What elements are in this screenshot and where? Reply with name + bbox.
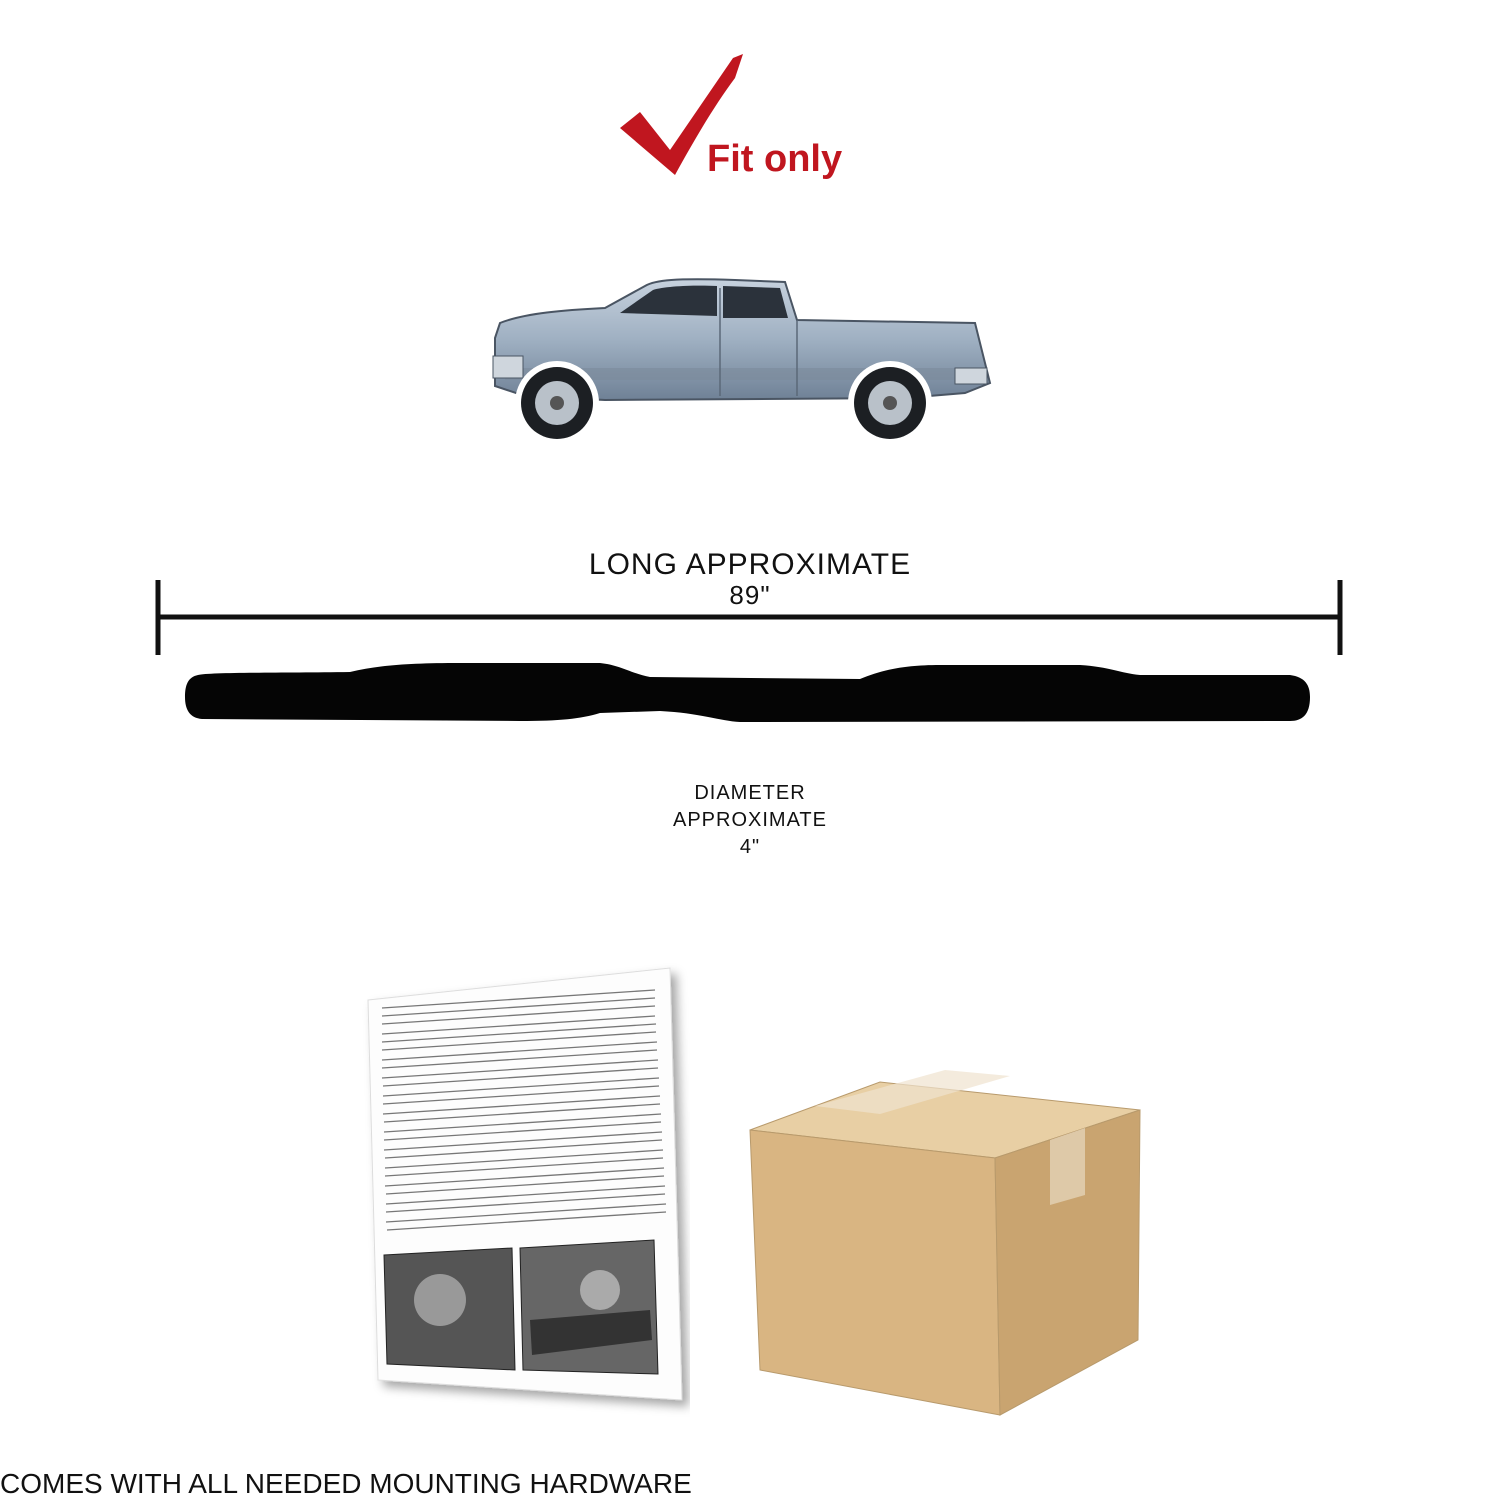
- hardware-note: COMES WITH ALL NEEDED MOUNTING HARDWARE: [0, 1468, 692, 1499]
- diameter-value: 4": [739, 836, 761, 858]
- shipping-box: [740, 1070, 1160, 1430]
- running-board-image: [180, 655, 1315, 735]
- diameter-label: DIAMETER: [694, 782, 806, 804]
- length-value: 89": [729, 580, 771, 610]
- diameter-info: [600, 780, 900, 861]
- instruction-sheet-icon: [360, 960, 690, 1420]
- length-label: LONG APPROXIMATE: [588, 548, 912, 581]
- diameter-approx-label: APPROXIMATE: [673, 809, 827, 831]
- fit-only-label: Fit only: [707, 138, 843, 180]
- pickup-truck-image: [485, 268, 995, 448]
- running-board-tube-icon: [180, 655, 1315, 735]
- pickup-truck-icon: [485, 268, 995, 448]
- instruction-sheet: [360, 960, 690, 1420]
- cardboard-box-icon: [740, 1070, 1160, 1430]
- fit-badge: [615, 50, 875, 190]
- length-dimension: [150, 545, 1350, 665]
